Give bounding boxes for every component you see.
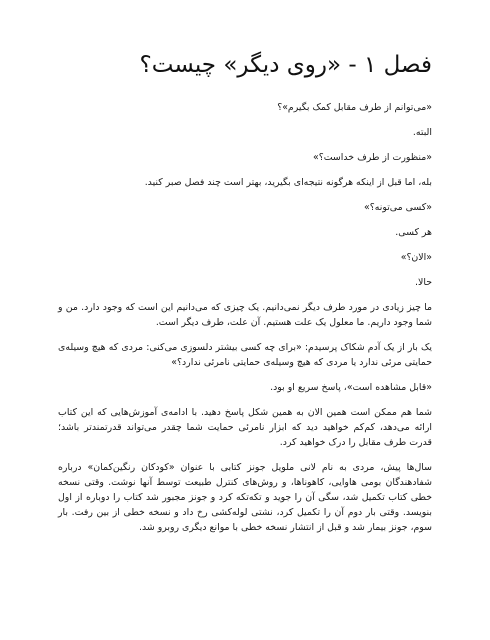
paragraph: هر کسی.: [395, 227, 432, 238]
paragraph: البته.: [412, 127, 432, 138]
paragraph: شما هم ممکن است همین الان به همین شکل پاسخ دهید. با ادامه‌ی آموزش‌هایی که این کتاب ارائه می‌دهد، کم‌کم خواهید دید که ابزار نامرئی حمایت شما چقدر می‌تواند قدرتمندتر باشد؛ قدرت طرف مقابل را درک خواهید کرد.: [58, 407, 432, 448]
paragraph: بله، اما قبل از اینکه هرگونه نتیجه‌ای بگیرید، بهتر است چند فصل صبر کنید.: [144, 177, 432, 188]
paragraph: ما چیز زیادی در مورد طرف دیگر نمی‌دانیم. یک چیزی که می‌دانیم این است که وجود دارد. من و شما وجود داریم. ما معلول یک علت هستیم. آن علت، طرف دیگر است.: [58, 302, 432, 328]
paragraph: «الان؟»: [400, 252, 432, 263]
paragraph: «منظورت از طرف خداست؟»: [313, 152, 432, 163]
chapter-title: فصل ۱ - «روی دیگر» چیست؟: [139, 52, 432, 78]
paragraph: یک بار از یک آدم شکاک پرسیدم: «برای چه کسی بیشتر دلسوزی می‌کنی: مردی که هیچ وسیله‌ی حمایتی مرئی ندارد یا مردی که هیچ وسیله‌ی حمایتی نامرئی ندارد؟»: [58, 342, 432, 368]
paragraph: «می‌توانم از طرف مقابل کمک بگیرم»؟: [277, 102, 432, 113]
paragraph: سال‌ها پیش، مردی به نام لانی ملویل جونز کتابی با عنوان «کودکان رنگین‌کمان» درباره شفادهندگان بومی هاوایی، کاهوناها، و روش‌های کنترل طبیعت توسط آنها نوشت. وقتی نسخه خطی کتاب تکمیل شد، سگی آن را جوید و تکه‌تکه کرد و جونز مجبور شد کتاب را دوباره از اول بنویسد. وقتی بار دوم آن را تکمیل کرد، نشتی لوله‌کشی رخ داد و نسخه خطی از بین رفت. بار سوم، جونز بیمار شد و قبل از انتشار نسخه خطی با موانع دیگری روبرو شد.: [58, 462, 432, 533]
body-text: [58, 100, 432, 545]
paragraph: حالا.: [415, 277, 432, 288]
paragraph: «قابل مشاهده است»، پاسخ سریع او بود.: [270, 382, 432, 393]
paragraph: «کسی می‌تونه؟»: [364, 202, 432, 213]
